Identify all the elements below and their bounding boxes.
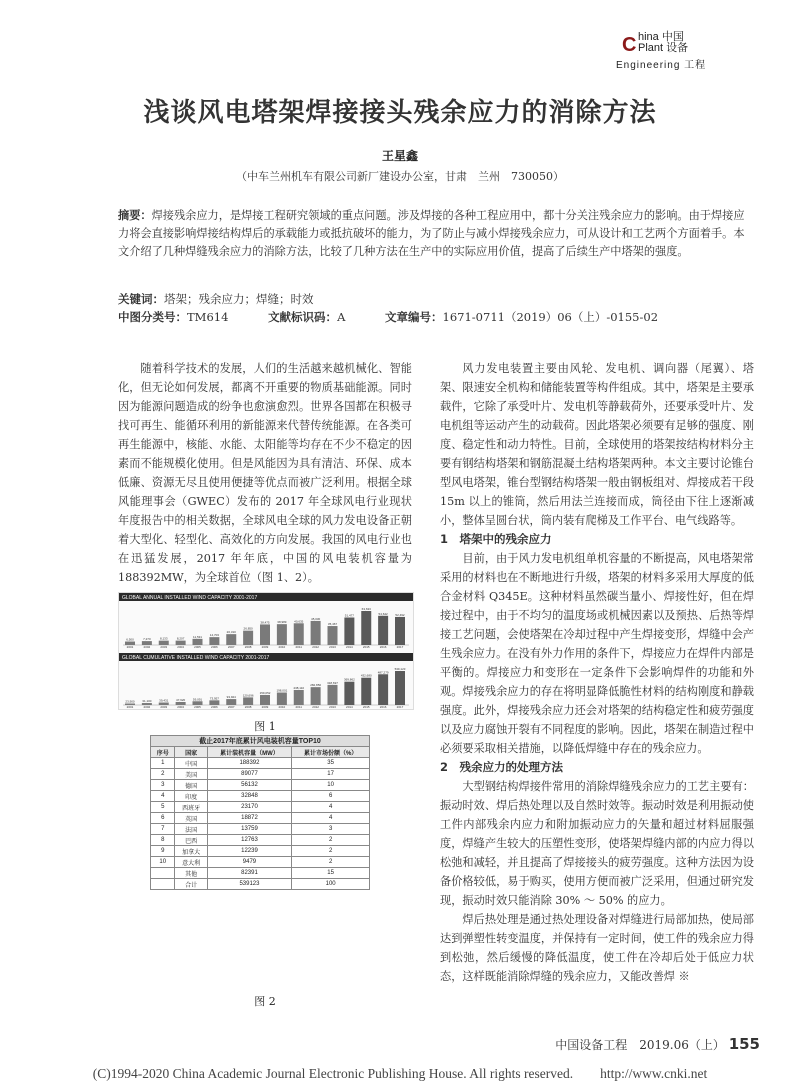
table-cell: 印度 [175,791,207,802]
table-cell: 2 [292,835,370,846]
table-cell: 56132 [207,780,292,791]
table-row [151,857,370,868]
table-cell: 13759 [207,824,292,835]
table-cell: 3 [292,824,370,835]
chart-bar [226,634,236,645]
chart-data-label: 159,052 [259,690,271,695]
chart-bar [243,697,253,705]
chart-data-label: 63,633 [361,607,371,611]
chart-tick-label: 2013 [329,645,336,649]
table-cell: 89077 [207,769,292,780]
chart-bar [260,695,270,705]
chart-data-label: 51,477 [344,613,354,618]
chart-bar [260,624,270,645]
chart-tick-label: 2010 [278,705,286,709]
table-cell: 12763 [207,835,292,846]
table-cell: 2 [292,846,370,857]
chart-tick-label: 2011 [295,645,302,649]
chart-data-label: 432,680 [360,673,372,678]
table-row [151,879,370,890]
tower-paragraph: 风力发电装置主要由风轮、发电机、调向器（尾翼）、塔架、限速安全机构和储能装置等构件组成。其中，塔架是主要承载件，它除了承受叶片、发电机等静载荷外，还要承受叶片、发电机组等运动产生的动载荷。因此塔架必须要有足够的强度、刚度、稳定性和动力特性。目前，全球使用的塔架按结构材料分主要有钢结构塔架和钢筋混凝土结构塔架两种。本文主要讨论锥台型风电塔架，锥台型钢结构塔架一般由钢板组对、焊接成若干段 15m 以上的锥筒，然后用法兰连接而成，筒径由下往上逐渐减小，整体呈圆台状，筒内装有爬梯及工作平台、电气线路等。 [440,362,754,527]
chart-tick-label: 2017 [396,645,404,649]
figure-1-caption: 图 1 [254,720,276,733]
table-cell: 539123 [207,879,292,890]
doc-value: A [337,310,346,324]
page-number: 155 [728,1035,760,1053]
chart-tick-label: 2007 [227,645,235,649]
logo-line-1: hina 中国 [638,31,684,43]
chart-bar [311,687,321,705]
article-title: 浅谈风电塔架焊接接头残余应力的消除方法 [143,98,657,128]
chart-bar [328,626,338,645]
chart-data-label: 35,467 [327,622,338,627]
table-body [151,758,370,890]
chart-data-label: 539,123 [394,667,406,671]
chart-tick-label: 2005 [194,645,201,649]
chart-data-label: 8,207 [176,636,185,641]
table-cell: 合计 [175,879,207,890]
abstract [118,207,748,261]
classification-line [118,309,748,325]
chart-bar [209,637,219,645]
chart-data-label: 120,696 [242,693,254,698]
chart-data-label: 487,279 [377,670,389,675]
chart-bar [378,674,388,705]
clc-value: TM614 [187,310,229,324]
copyright-line: (C)1994-2020 China Academic Journal Electronic Publishing House. All rights reserved. http://www.cnki.net [92,1066,708,1081]
chart-data-label: 47,620 [176,697,186,702]
chart-tick-label: 2005 [194,705,201,709]
chart-tick-label: 2011 [295,705,302,709]
chart-tick-label: 2002 [143,705,151,709]
journal-logo [616,28,760,72]
table-title: 截止2017年底累计风电装机容量TOP10 [150,735,370,746]
table-header-row [151,747,370,758]
table-cell: 82391 [207,868,292,879]
table-cell [151,868,175,879]
chart-data-label: 31,100 [142,699,152,704]
table-row [151,813,370,824]
abstract-label: 摘要： [118,209,152,222]
chart-bar [344,617,354,645]
table-cell: 9479 [207,857,292,868]
methods-paragraph: 大型钢结构焊接件常用的消除焊缝残余应力的工艺主要有：振动时效、焊后热处理以及自然时效等。振动时效是利用振动使工件内部残余内应力和附加振动应力的矢量和超过材料屈服强度，焊缝产生较大的压塑性变形，使塔架焊缝内部的内应力得以松弛和减轻，并且提高了焊接接头的疲劳强度。这种方法因为设备价格较低，易于购买，使用方便而被广泛采用，但通过研究发现，振动时效只能消除 30% ～ 50% 的应力。 [440,780,754,907]
chart-data-label: 282,850 [310,683,322,688]
page-footer [555,1035,760,1053]
footer-journal: 中国设备工程 2019.06（上） [555,1038,725,1052]
table-cell: 6 [292,791,370,802]
chart-tick-label: 2009 [261,645,269,649]
table-row [151,769,370,780]
chart-tick-label: 2003 [160,645,168,649]
chart-tick-label: 2016 [379,645,387,649]
abstract-text: 焊接残余应力，是焊接工程研究领域的重点问题。涉及焊接的各种工程应用中，都十分关注残余应力的影响。由于焊接应力将会直接影响焊接结构焊后的承载能力或抵抗破坏的能力，为了防止与减小焊接残余应力，可从设计和工艺两个方面着手。本文介绍了几种焊缝残余应力的消除方法，比较了几种方法在生产中的实际应用价值，提高了后续生产中塔架的强度。 [118,209,745,258]
logo-line-2: Plant 设备 [638,42,689,54]
article-no-label: 文章编号： [385,310,443,324]
chart-tick-label: 2006 [211,705,218,709]
chart-data-label: 23,900 [125,699,135,704]
chart-tick-label: 2017 [396,705,404,709]
chart-data-label: 59,091 [192,697,203,702]
table-row [151,780,370,791]
table-cell: 9 [151,846,175,857]
table-cell: 8 [151,835,175,846]
chart-tick-label: 2015 [362,645,370,649]
chart-tick-label: 2004 [177,705,184,709]
chart-data-label: 54,642 [378,611,388,616]
keywords [118,291,314,307]
logo-letter: C [622,34,637,56]
chart-tick-label: 2001 [126,705,134,709]
chart-data-label: 11,531 [193,634,202,639]
chart-tick-label: 2006 [211,645,218,649]
chart-data-label: 6,500 [126,637,134,642]
table-cell: 1 [151,758,175,769]
chart-title: GLOBAL ANNUAL INSTALLED WIND CAPACITY 2001-2017 [122,595,258,601]
chart-tick-label: 2010 [278,645,286,649]
section-1-heading: 1 塔架中的残余应力 [440,532,552,546]
chart-data-label: 26,850 [243,626,253,631]
table-cell: 4 [292,813,370,824]
chart-title: GLOBAL CUMULATIVE INSTALLED WIND CAPACITY 2001-2017 [122,655,270,661]
table-cell: 西班牙 [175,802,207,813]
keywords-label: 关键词： [118,292,164,306]
table-cell: 2 [292,857,370,868]
table-cell: 23170 [207,802,292,813]
chart-data-label: 198,001 [276,688,288,693]
table-cell: 32848 [207,791,292,802]
chart-tick-label: 2016 [379,705,387,709]
table-cell: 18872 [207,813,292,824]
table-cell: 10 [151,857,175,868]
chart-tick-label: 2008 [244,705,252,709]
table-cell: 15 [292,868,370,879]
chart-bar [395,671,405,705]
chart-bar [328,685,338,705]
table-row [151,791,370,802]
table-cell: 188392 [207,758,292,769]
table-cell: 17 [292,769,370,780]
keywords-text: 塔架；残余应力；焊缝；时效 [164,292,314,306]
doc-label: 文献标识码： [268,310,338,324]
affiliation: （中车兰州机车有限公司新厂建设办公室，甘肃 兰州 730050） [236,170,564,183]
section-2-heading: 2 残余应力的处理方法 [440,760,564,774]
left-column [118,359,412,587]
table-cell: 意大利 [175,857,207,868]
chart-bar [243,631,253,645]
chart-data-label: 8,133 [159,636,168,641]
figure-2 [150,735,370,890]
table-cell [151,879,175,890]
author: 王星鑫 [381,149,418,163]
table-header-cell: 累计装机容量（MW） [207,747,292,758]
right-column [440,359,754,986]
chart-data-label: 38,989 [277,620,287,625]
table-cell: 法国 [175,824,207,835]
figure-1-charts [119,593,413,709]
intro-paragraph: 随着科学技术的发展，人们的生活越来越机械化、智能化，但无论如何发展，都离不开重要的物质基础能源。同时因为能源问题造成的纷争也愈演愈烈。世界各国都在积极寻找可再生、能循环利用的新能源来代替传统能源。在各类可再生能源中，核能、水能、太阳能等均存在不少不稳定的因素而不能规模化使用。但是风能因为具有清洁、环保、成本低廉、资源无尽且使用便捷等优点而被广泛利用。根据全球风能理事会（GWEC）发布的 2017 年全球风电行业现状年度报告中的相关数据，全球风电全球的风力发电设备正朝着大型化、轻型化、高效化的方向发展。我国的风电行业也在迅猛发展，2017 年年底，中国的风电装机容量为 188392MW，为全球首位（图 1、2）。 [118,362,412,584]
table-cell: 3 [151,780,175,791]
chart-tick-label: 2007 [227,705,235,709]
chart-bar [294,690,304,705]
chart-bar [378,616,388,645]
table-cell: 美国 [175,769,207,780]
chart-bar [361,611,371,645]
table-row [151,868,370,879]
table-cell: 12239 [207,846,292,857]
chart-tick-label: 2012 [312,645,319,649]
figure-1 [118,592,414,710]
chart-tick-label: 2012 [312,705,319,709]
table-cell: 100 [292,879,370,890]
chart-bar [277,624,287,645]
table-cell: 4 [151,791,175,802]
table-cell: 中国 [175,758,207,769]
table-cell: 4 [292,802,370,813]
table-row [151,824,370,835]
article-no-value: 1671-0711（2019）06（上）-0155-02 [442,310,659,324]
capacity-table [150,746,370,890]
table-row [151,758,370,769]
logo-line-3: Engineering 工程 [616,60,707,71]
chart-bar [277,693,287,705]
chart-data-label: 369,862 [343,677,355,682]
chart-data-label: 7,270 [143,637,151,642]
chart-data-label: 73,957 [209,696,219,701]
table-cell: 英国 [175,813,207,824]
table-header-cell: 序号 [151,747,175,758]
table-cell: 2 [151,769,175,780]
chart-tick-label: 2002 [143,645,151,649]
table-header-cell: 国家 [175,747,207,758]
chart-data-label: 45,030 [311,616,321,621]
table-header-cell: 累计市场份额（%） [292,747,370,758]
heat-treatment-paragraph: 焊后热处理是通过热处理设备对焊缝进行局部加热，使局部达到弹塑性转变温度，并保持有一定时间，使工件的残余应力得到松弛，然后缓慢的降低温度，使工件在冷却后处于低应力状态，这样既能消除焊缝的残余应力，又能改善焊 ※ [440,913,754,983]
chart-tick-label: 2004 [177,645,184,649]
table-row [151,835,370,846]
table-cell: 其他 [175,868,207,879]
chart-data-label: 39,431 [159,698,169,703]
table-cell: 6 [151,813,175,824]
chart-data-label: 93,924 [226,695,236,700]
chart-data-label: 38,475 [260,620,270,625]
chart-bar [294,623,304,645]
table-row [151,802,370,813]
chart-tick-label: 2015 [362,705,370,709]
chart-data-label: 238,110 [293,685,305,690]
chart-bar [395,617,405,645]
chart-tick-label: 2001 [126,645,134,649]
chart-bar [361,678,371,705]
chart-tick-label: 2008 [244,645,252,649]
chart-bar [311,621,321,645]
chart-data-label: 20,310 [226,630,236,635]
table-row [151,846,370,857]
residual-stress-paragraph: 目前，由于风力发电机组单机容量的不断提高，风电塔架常采用的材料也在不断地进行升级，塔架的材料多采用大厚度的低合金材料 Q345E。这种材料虽然碳当量小、焊接性好，但在焊接过程中，由于不均匀的温度场或机械因素以及预热、后热等焊接工艺问题，会使塔架在冷却过程中产生焊接变形，焊缝中会产生残余应力。在没有外力作用的条件下，焊接应力在焊件内部是平衡的。焊接应力和变形在一定条件下会影响焊件的功能和外观。焊接残余应力的存在将明显降低脆性材料的结构刚度和静载强度。此外，焊接残余应力还会对塔架的结构稳定性和疲劳强度以及应力腐蚀开裂有不同程度的影响。因此，塔架在制造过程中必须要采取相关措施，以降低焊缝中存在的残余应力。 [440,552,754,755]
chart-tick-label: 2014 [346,705,353,709]
chart-data-label: 14,703 [209,633,219,638]
chart-bar [344,682,354,705]
figure-2-caption: 图 2 [254,995,276,1008]
chart-data-label: 52,492 [395,612,405,617]
table-cell: 巴西 [175,835,207,846]
table-cell: 10 [292,780,370,791]
chart-tick-label: 2003 [160,705,168,709]
table-cell: 德国 [175,780,207,791]
table-cell: 7 [151,824,175,835]
chart-tick-label: 2013 [329,705,336,709]
clc-label: 中图分类号： [118,310,187,324]
table-cell: 加拿大 [175,846,207,857]
chart-data-label: 40,635 [294,619,304,624]
chart-tick-label: 2009 [261,705,269,709]
table-cell: 35 [292,758,370,769]
chart-data-label: 318,697 [327,680,338,685]
chart-tick-label: 2014 [346,645,353,649]
table-cell: 5 [151,802,175,813]
